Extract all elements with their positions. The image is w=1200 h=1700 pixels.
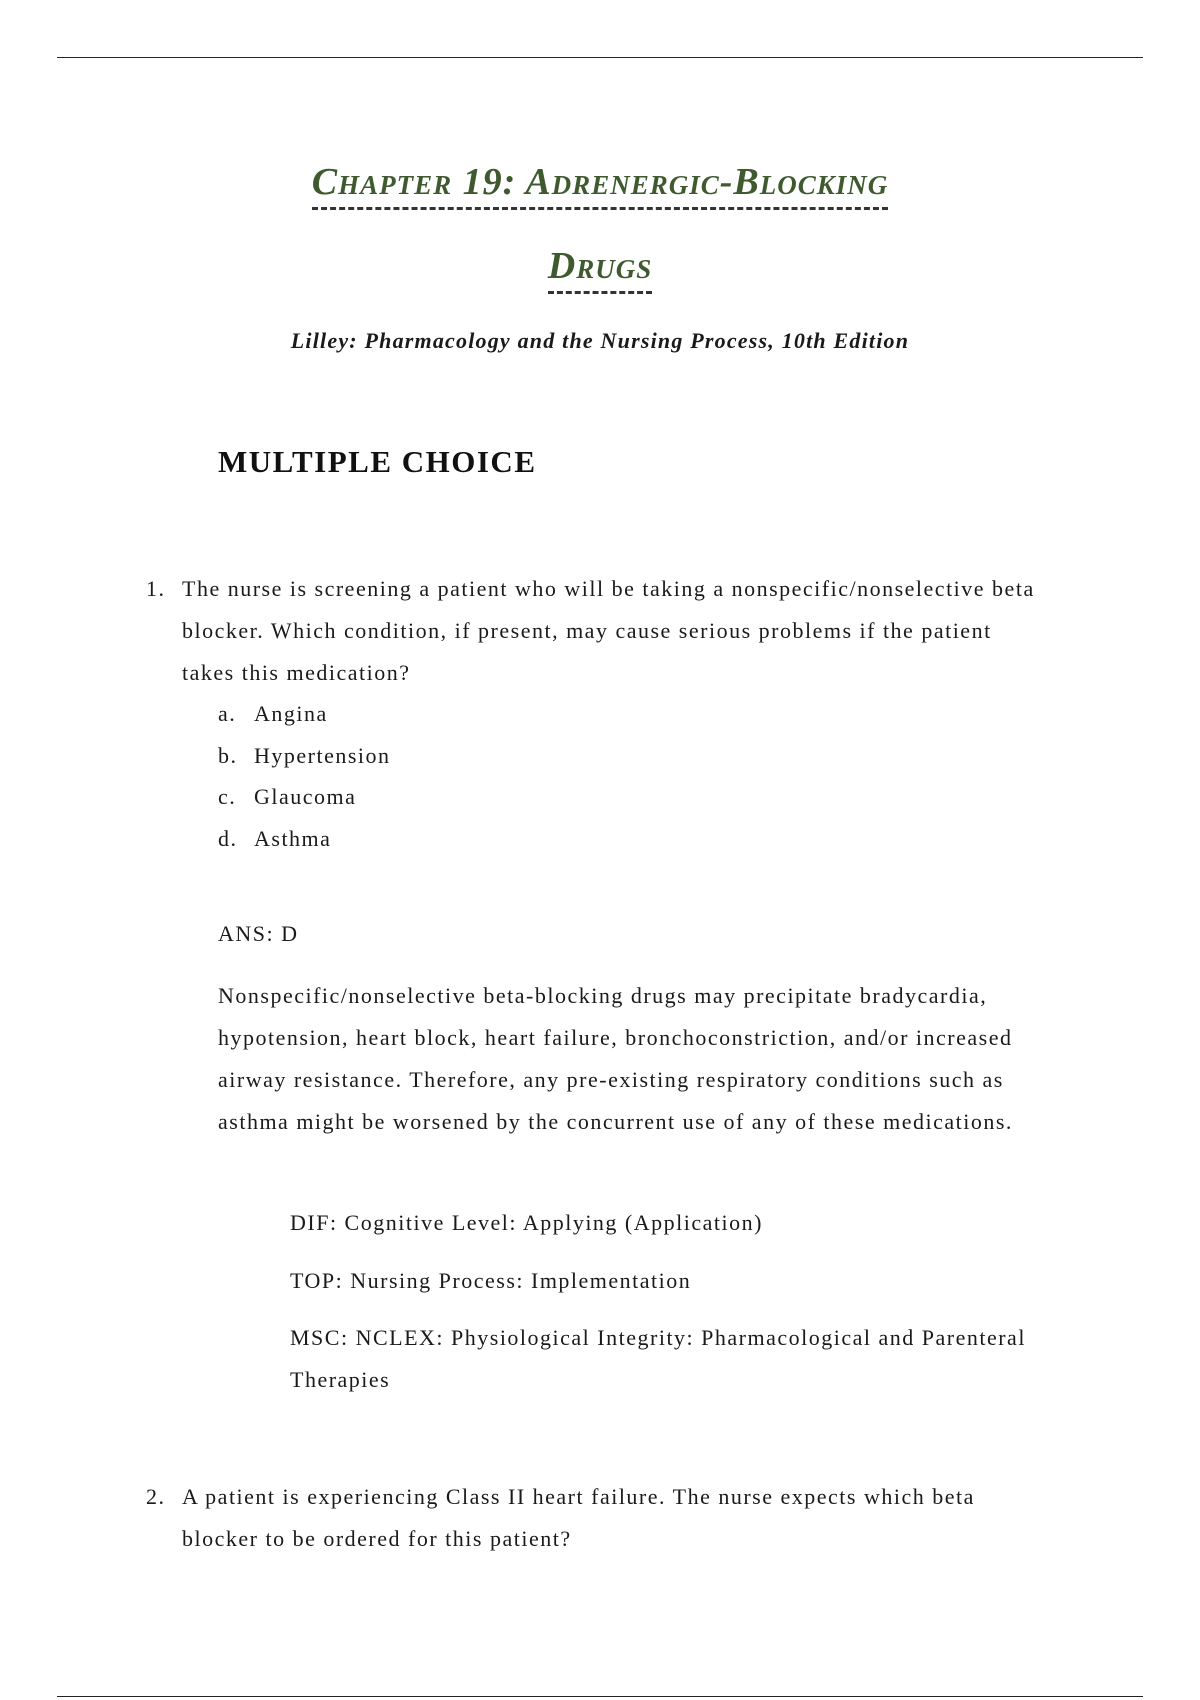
question-2 [146,1476,1046,1560]
option-b [218,735,391,777]
chapter-title-line2: Drugs [548,241,652,294]
question-stem: A patient is experiencing Class II heart failure. The nurse expects which beta blocker to be ordered for this patient? [182,1484,975,1551]
question-1 [146,568,1046,694]
option-text: Angina [254,701,328,726]
answer-options [218,693,391,859]
option-text: Glaucoma [254,784,357,809]
question-stem: The nurse is screening a patient who will be taking a nonspecific/nonselective beta blocker. Which condition, if present, may cause serious problems if the patient takes this medication? [182,576,1035,685]
answer-key: ANS: D [218,921,299,946]
answer-rationale: Nonspecific/nonselective beta-blocking drugs may precipitate bradycardia, hypotension, heart block, heart failure, bronchoconstriction, and/or increased airway resistance. Therefore, any pre-existing respiratory conditions such as asthma might be worsened by the concurrent use of any of these medications. [218,983,1013,1134]
option-c [218,776,391,818]
option-letter: c. [218,784,237,809]
option-letter: d. [218,825,238,851]
nclex-category: MSC: NCLEX: Physiological Integrity: Pharmacological and Parenteral Therapies [290,1325,1026,1392]
question-number: 2. [146,1484,166,1509]
topic: TOP: Nursing Process: Implementation [290,1268,692,1293]
option-d [218,818,391,860]
book-subtitle: Lilley: Pharmacology and the Nursing Process, 10th Edition [290,328,910,353]
option-letter: b. [218,742,238,768]
option-a [218,693,391,735]
option-letter: a. [218,701,237,726]
question-number: 1. [146,576,166,601]
difficulty-level: DIF: Cognitive Level: Applying (Application) [290,1210,763,1235]
section-heading: MULTIPLE CHOICE [218,444,537,479]
bottom-rule [57,1696,1143,1697]
option-text: Hypertension [254,742,391,768]
option-text: Asthma [254,825,332,851]
chapter-title [0,140,1200,308]
chapter-title-line1: Chapter 19: Adrenergic-Blocking [312,157,889,210]
top-rule [57,57,1143,58]
